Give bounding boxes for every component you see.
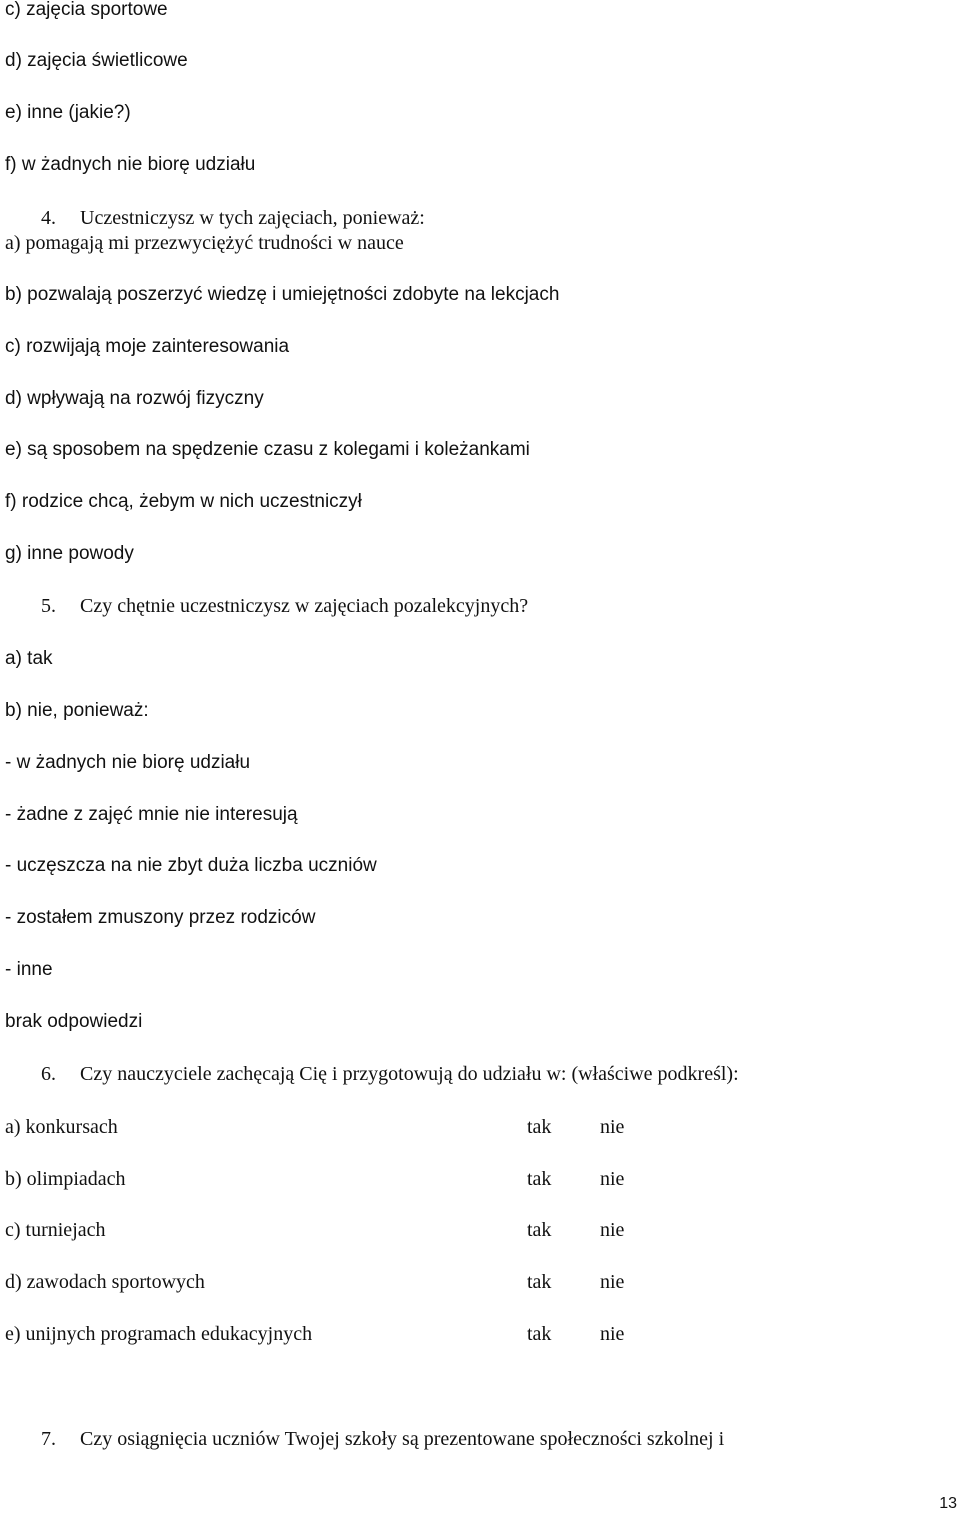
q5-heading <box>0 594 960 618</box>
q3-answer-d: d) zajęcia świetlicowe <box>5 50 188 71</box>
q6-option-tak: tak <box>527 1219 552 1241</box>
q4-answer-a: a) pomagają mi przezwyciężyć trudności w nauce <box>5 232 404 254</box>
q5-reason-2: - żadne z zajęć mnie nie interesują <box>5 804 298 825</box>
q6-heading <box>0 1062 960 1086</box>
q5-number: 5. <box>41 595 56 617</box>
q4-answer-b: b) pozwalają poszerzyć wiedzę i umiejętności zdobyte na lekcjach <box>5 284 560 305</box>
q4-number: 4. <box>41 207 56 229</box>
q7-number: 7. <box>41 1428 56 1450</box>
q3-answer-f: f) w żadnych nie biorę udziału <box>5 154 256 175</box>
q6-row <box>0 1270 960 1294</box>
q5-answer-b: b) nie, ponieważ: <box>5 700 149 721</box>
q3-answer-e: e) inne (jakie?) <box>5 102 131 123</box>
q6-option-tak: tak <box>527 1271 552 1293</box>
q4-question: Uczestniczysz w tych zajęciach, ponieważ: <box>80 207 425 229</box>
q6-row-label: c) turniejach <box>5 1219 106 1241</box>
q6-option-tak: tak <box>527 1323 552 1345</box>
q4-answer-d: d) wpływają na rozwój fizyczny <box>5 388 264 409</box>
q5-reason-3: - uczęszcza na nie zbyt duża liczba uczniów <box>5 855 377 876</box>
q6-option-tak: tak <box>527 1168 552 1190</box>
page-number: 13 <box>939 1495 957 1512</box>
q7-question: Czy osiągnięcia uczniów Twojej szkoły są prezentowane społeczności szkolnej i <box>80 1428 725 1450</box>
q6-option-nie: nie <box>600 1116 625 1138</box>
q4-answer-e: e) są sposobem na spędzenie czasu z kolegami i koleżankami <box>5 439 530 460</box>
q6-row <box>0 1167 960 1191</box>
q3-answer-c: c) zajęcia sportowe <box>5 0 168 20</box>
q4-answer-c: c) rozwijają moje zainteresowania <box>5 336 290 357</box>
q5-question: Czy chętnie uczestniczysz w zajęciach pozalekcyjnych? <box>80 595 529 617</box>
q5-reason-4: - zostałem zmuszony przez rodziców <box>5 907 316 928</box>
q6-row-label: d) zawodach sportowych <box>5 1271 205 1293</box>
q4-heading <box>0 206 960 230</box>
q6-option-nie: nie <box>600 1168 625 1190</box>
q6-number: 6. <box>41 1063 56 1085</box>
q6-option-nie: nie <box>600 1219 625 1241</box>
q6-option-nie: nie <box>600 1323 625 1345</box>
q6-option-nie: nie <box>600 1271 625 1293</box>
q6-row-label: e) unijnych programach edukacyjnych <box>5 1323 313 1345</box>
q5-no-answer: brak odpowiedzi <box>5 1011 143 1032</box>
q6-option-tak: tak <box>527 1116 552 1138</box>
q6-row-label: a) konkursach <box>5 1116 118 1138</box>
q4-answer-g: g) inne powody <box>5 543 134 564</box>
q5-answer-a: a) tak <box>5 648 53 669</box>
q4-answer-f: f) rodzice chcą, żebym w nich uczestniczył <box>5 491 362 512</box>
q6-row <box>0 1322 960 1346</box>
q6-row <box>0 1115 960 1139</box>
q7-heading <box>0 1427 960 1451</box>
q5-reason-5: - inne <box>5 959 53 980</box>
q5-reason-1: - w żadnych nie biorę udziału <box>5 752 251 773</box>
q6-question: Czy nauczyciele zachęcają Cię i przygotowują do udziału w: (właściwe podkreśl): <box>80 1063 739 1085</box>
q6-row-label: b) olimpiadach <box>5 1168 126 1190</box>
q6-row <box>0 1218 960 1242</box>
